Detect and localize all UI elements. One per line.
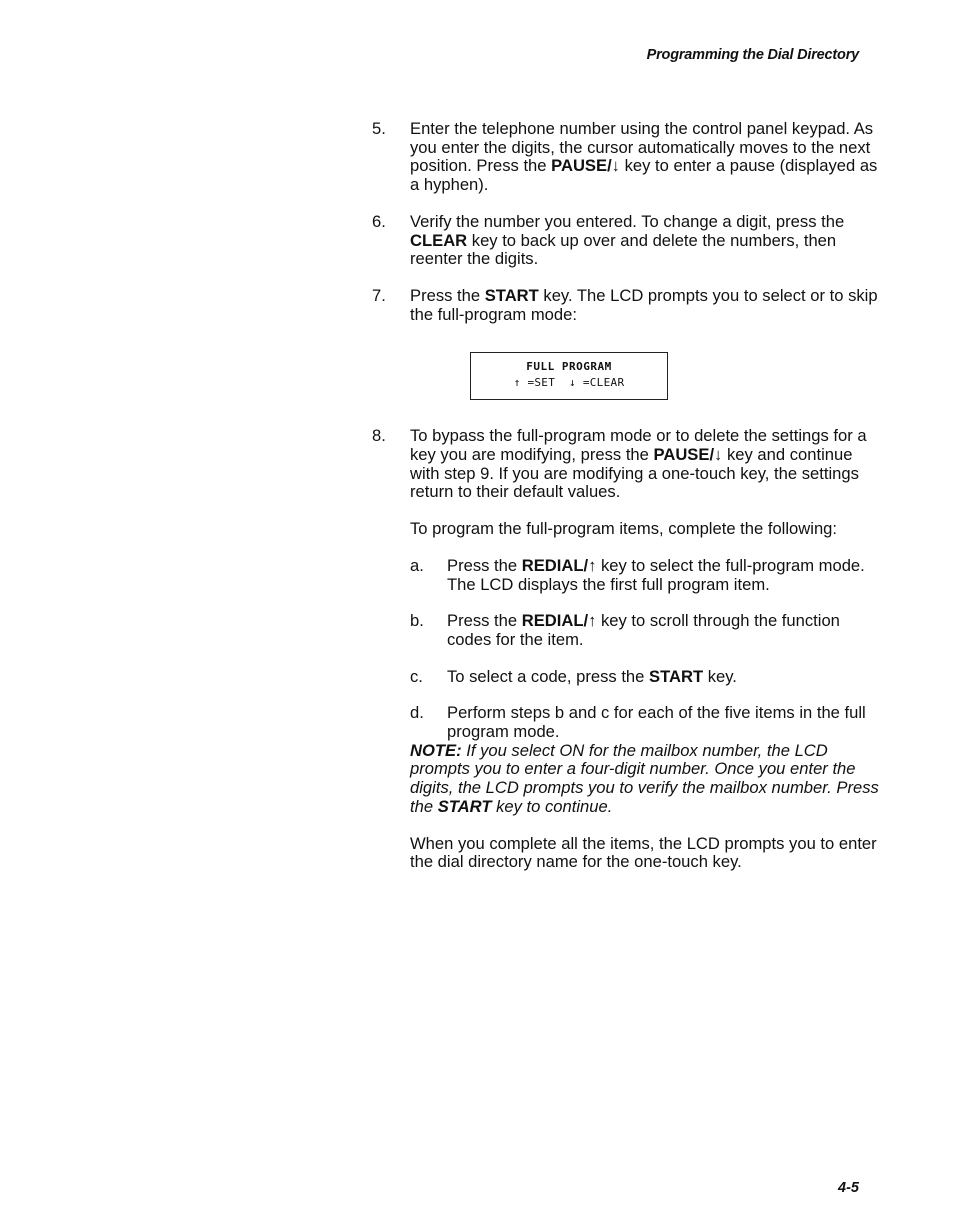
substep-b: [410, 612, 882, 649]
step-paragraph: When you complete all the items, the LCD prompts you to enter the dial directory name for the one-touch key.: [410, 833, 877, 872]
key-name: PAUSE/↓: [551, 156, 620, 176]
page-number: 4-5: [838, 1180, 859, 1196]
key-name: START: [649, 666, 704, 686]
note-label: NOTE:: [410, 740, 462, 760]
key-name: REDIAL/↑: [521, 555, 597, 575]
step-text: To bypass the full-program mode or to delete the settings for a key you are modifying, press the PAUSE/↓ key and continue with step 9. If you are modifying a one-touch key, the settings return to their default values.: [410, 426, 867, 502]
key-name: PAUSE/↓: [653, 445, 723, 465]
substep-letter: d.: [410, 703, 424, 723]
lcd-line-1: FULL PROGRAM: [526, 360, 612, 374]
instruction-steps: [372, 120, 882, 890]
lcd-line-2: ↑ =SET ↓ =CLEAR: [513, 376, 625, 390]
step-number: 8.: [372, 426, 386, 446]
step-text: Press the START key. The LCD prompts you to select or to skip the full-program mode:: [410, 285, 878, 324]
key-name: REDIAL/↑: [521, 611, 597, 631]
substep-text: Press the REDIAL/↑ key to scroll through the function codes for the item.: [447, 611, 840, 649]
lcd-display: [470, 352, 668, 400]
substep-letter: c.: [410, 666, 423, 686]
step-text: Verify the number you entered. To change a digit, press the CLEAR key to back up over and delete the numbers, then reenter the digits.: [410, 211, 845, 269]
substep-a: [410, 557, 882, 594]
substep-letter: b.: [410, 611, 424, 631]
substep-c: [410, 668, 882, 687]
step-number: 6.: [372, 211, 386, 231]
step-8: [372, 427, 882, 872]
substep-letter: a.: [410, 555, 424, 575]
step-text: Enter the telephone number using the control panel keypad. As you enter the digits, the cursor automatically moves to the next position. Press the PAUSE/↓ key to enter a pause (displayed as a hyphen).: [410, 119, 878, 195]
key-name: START: [484, 285, 539, 305]
substep-d: [410, 704, 882, 741]
step-6: [372, 213, 882, 269]
substep-text: Perform steps b and c for each of the five items in the full program mode.: [447, 703, 866, 742]
key-name: START: [437, 796, 492, 816]
step-number: 5.: [372, 119, 386, 138]
running-head: Programming the Dial Directory: [646, 47, 859, 63]
step-number: 7.: [372, 285, 386, 305]
key-name: CLEAR: [410, 230, 468, 250]
substep-text: To select a code, press the START key.: [447, 666, 737, 686]
note: NOTE: If you select ON for the mailbox number, the LCD prompts you to enter a four-digit number. Once you enter the digits, the LCD prompts you to verify the mailbox number. Press the START key to continue.: [410, 740, 879, 816]
step-7: [372, 287, 882, 324]
step-paragraph: To program the full-program items, complete the following:: [410, 519, 838, 539]
step-5: [372, 120, 882, 195]
substep-text: Press the REDIAL/↑ key to select the full-program mode. The LCD displays the first full program item.: [447, 555, 865, 594]
